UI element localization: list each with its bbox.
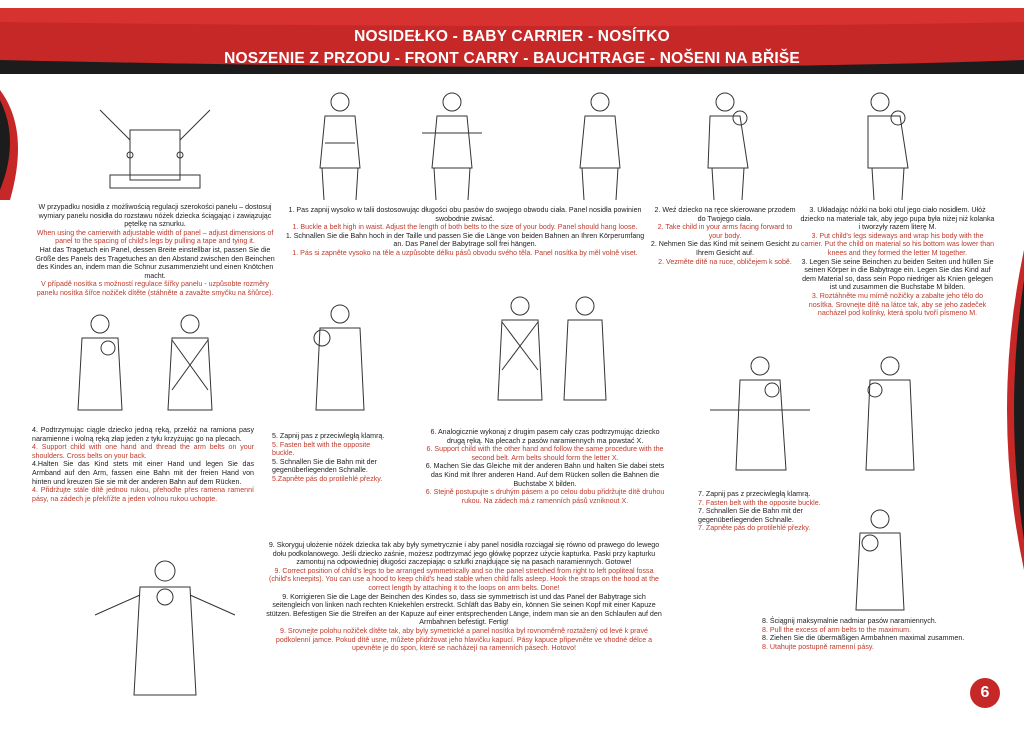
page-number: 6 (970, 678, 1000, 708)
step2-illustration (690, 88, 770, 203)
step1-pl: 1. Pas zapnij wysoko w talii dostosowując długości obu pasów do swojego obwodu ciała. Panel nosidła powinien swobodnie zwisać. (288, 206, 642, 223)
step4-pl: 4. Podtrzymując ciągle dziecko jedną ręką, przełóż na ramiona pasy naramienne i wolną ręką złap jeden z tyłu krzyżując go na plecach. (32, 426, 254, 443)
step9-de: 9. Korrigieren Sie die Lage der Beinchen des Kindes so, dass sie symmetrisch ist und das Panel der Babytrage sich seitengleich von linken nach rechten Kniekehlen erstreckt. Schläft das Baby ein, können Sie seinen Kopf mit einer Kapuze stützen. Befestigen Sie die Streifen an der Kapuze auf einer entsprechenden Länge, indem man sie an den Schlaufen auf den Armbahnen befestigt. Fertig! (266, 592, 662, 627)
step9-en: 9. Correct position of child's legs to be arranged symmetrically and so the panel stretched from right to left popliteal fossa (child's kneepits). You can use a hood to keep child's head stable when child falls asleep. Hook the straps on the hood at the correct length by attaching it to the loops on arm belts. Done! (269, 566, 659, 592)
step4-text (32, 426, 254, 503)
step9-cz: 9. Srovnejte polohu nožiček dítěte tak, aby byly symetrické a panel nosítka byl rovnoměrně roztažený od levé k pravé podkolenní jamce. Pokud dítě usne, můžete přidržovat jeho hlavičku kapucí. Pásy kapuce připevněte ve vhodné délce a upevněte je do spon, které se nacházejí na ramenních pásech. Hotovo! (275, 626, 653, 653)
step7-de: 7. Schnallen Sie die Bahn mit der gegenüberliegenden Schnalle. (698, 507, 803, 524)
carrier-illustration (90, 100, 220, 200)
step1-illustration (300, 88, 380, 203)
step8-illustration (830, 505, 930, 615)
step2-pl: 2. Weź dziecko na ręce skierowane przodem do Twojego ciała. (654, 206, 796, 223)
step4-illustration (60, 310, 240, 420)
step6-text (425, 428, 665, 505)
step6-cz: 6. Stejně postupujte s druhým pásem a po celou dobu přidržujte dítě druhou rukou. Na zádech má z ramenních pásů vzniknout X. (425, 488, 665, 505)
intro-de: Hat das Tragetuch ein Panel, dessen Breite einstellbar ist, passen Sie die Größe des Panels des Tragetuches an den Abstand zwischen den Beinchen des Kindes an, indem man die Schnur zusammenzieht und einen Knötchen macht. (35, 245, 275, 280)
step8-text (762, 617, 982, 651)
step3-text (800, 206, 995, 318)
step2-de: 2. Nehmen Sie das Kind mit seinem Gesicht zu Ihrem Gesicht auf. (650, 240, 800, 257)
title-line-2: NOSZENIE Z PRZODU - FRONT CARRY - BAUCHTRAGE - NOŠENI NA BŘIŠE (224, 50, 800, 67)
right-swoosh (990, 250, 1024, 570)
step9-text (264, 541, 664, 653)
title-line-1: NOSIDEŁKO - BABY CARRIER - NOSÍTKO (354, 28, 670, 45)
step8-de: 8. Ziehen Sie die übermäßigen Armbahnen maximal zusammen. (762, 634, 965, 643)
step3-pl: 3. Układając nóżki na boki otul jego ciało nosidłem. Ułóż dziecko na materiale tak, aby jego pupa była niżej niż kolanka i tworzyły razem literę M. (800, 206, 995, 232)
step3-cz: 3. Roztáhněte mu mírně nožičky a zabalte jeho tělo do nosítka. Srovnejte dítě na látce tak, aby se jeho zadeček nacházel pod kolínky, která spolu tvoří písmeno M. (808, 291, 987, 318)
step8-en: 8. Pull the excess of arm belts to the maximum. (762, 625, 912, 634)
step1b-illustration (412, 88, 492, 203)
intro-en: When using the carrierwith adjustable width of panel – adjust dimensions of panel to the spacing of child's legs by pulling a tape and tying it. (36, 228, 274, 246)
intro-text (30, 203, 280, 298)
step7-illustration (700, 350, 950, 480)
step5-cz: 5.Zapněte pás do protilehlé přezky. (272, 474, 383, 483)
step1-de: 1. Schnallen Sie die Bahn hoch in der Taille und passen Sie die Länge von beiden Bahnen an Ihren Körperumfang an. Das Panel der Babytrage soll frei hängen. (285, 231, 645, 249)
step9-pl: 9. Skoryguj ułożenie nóżek dziecka tak aby były symetrycznie i aby panel nosidła rozciągał się równo od prawego do lewego dołu podkolanowego. Jeśli dziecko zaśnie, możesz podtrzymać jego główkę poprzez użycie kapturka. Paski przy kapturku zamontuj na odpowiedniej długości zaczepiając o szlufki znajdujące się na pasach naramiennych. Gotowe! (268, 541, 660, 567)
step1-cz: 1. Pás si zapněte vysoko na těle a uzpůsobte délku pásů obvodu svého těla. Panel nosítka by měl volně viset. (292, 248, 638, 257)
step6-illustration (480, 290, 620, 410)
step5-de: 5. Schnallen Sie die Bahn mit der gegenüberliegenden Schnalle. (272, 457, 377, 475)
step3-en: 3. Put child's legs sideways and wrap his body with the carrier. Put the child on material so his bottom was lower than knees and they formed the letter M together. (800, 231, 995, 257)
step3-illustration (850, 88, 930, 203)
step1-text (285, 206, 645, 258)
intro-cz: V případě nosítka s možností regulace šířky panelu - uzpůsobte rozměry panelu nosítka šířce nožiček dítěte (stáhněte a zavažte smyčku na šňůrce). (36, 280, 274, 297)
step5-illustration (290, 300, 380, 420)
step5-pl: 5. Zapnij pas z przeciwległą klamrą. (272, 432, 385, 440)
step6-pl: 6. Analogicznie wykonaj z drugim pasem cały czas podtrzymując dziecko drugą ręką. Na plecach z pasów naramiennych ma powstać X. (430, 428, 660, 445)
left-swoosh (0, 90, 40, 200)
step4-en: 4. Support child with one hand and thread the arm belts on your shoulders. Cross belts on your back. (32, 443, 254, 460)
step2-text (650, 206, 800, 266)
step4-de: 4.Halten Sie das Kind stets mit einer Hand und legen Sie das Armband auf den Arm, fassen eine Bahn mit der freien Hand von hinten und kreuzen Sie sie mit der anderen Bahn auf dem Rücken. (32, 460, 254, 486)
step2-en: 2. Take child in your arms facing forward to your body. (657, 223, 793, 240)
step8-cz: 8. Utahujte postupně ramenní pásy. (762, 642, 874, 651)
step2-cz: 2. Vezměte dítě na ruce, obličejem k sobě. (658, 257, 792, 266)
step7-pl: 7. Zapnij pas z przeciwległą klamrą. (698, 490, 811, 498)
step1-en: 1. Buckle a belt high in waist. Adjust the length of both belts to the size of your body. Panel should hang loose. (292, 223, 638, 232)
step1c-illustration (560, 88, 640, 203)
step6-en: 6. Support child with the other hand and follow the same procedure with the second belt. Arm belts should form the letter X. (426, 445, 664, 462)
step7-en: 7. Fasten belt with the opposite buckle. (698, 498, 821, 507)
step8-pl: 8. Ściągnij maksymalnie nadmiar pasów naramiennych. (762, 617, 937, 625)
step5-en: 5. Fasten belt with the opposite buckle. (272, 440, 371, 458)
step6-de: 6. Machen Sie das Gleiche mit der anderen Bahn und halten Sie dabei stets das Kind mit Ihrer anderen Hand. Auf dem Rücken sollen die Bahnen die Buchstabe X bilden. (425, 462, 665, 488)
step4-cz: 4. Přidržujte stále dítě jednou rukou, přehoďte přes ramena ramenní pásy, na zádech je překřížte a jeden volnou rukou uchopte. (32, 486, 254, 503)
step9-illustration (90, 555, 240, 705)
step5-text (272, 432, 392, 484)
step7-cz: 7. Zapněte pás do protilehlé přezky. (698, 524, 811, 533)
intro-pl: W przypadku nosidła z możliwością regulacji szerokości panelu – dostosuj wymiary panelu nosidła do rozstawu nóżek dziecka ściągając i zawiązując pętelkę na sznurku. (38, 203, 272, 229)
step3-de: 3. Legen Sie seine Beinchen zu beiden Seiten und hüllen Sie seinen Körper in die Babytrage ein. Legen Sie das Kind auf dem Material so, dass sein Popo niedriger als Knien gelegen ist und zusammen die Buchstabe M bilden. (801, 257, 994, 292)
step7-text (698, 490, 838, 533)
